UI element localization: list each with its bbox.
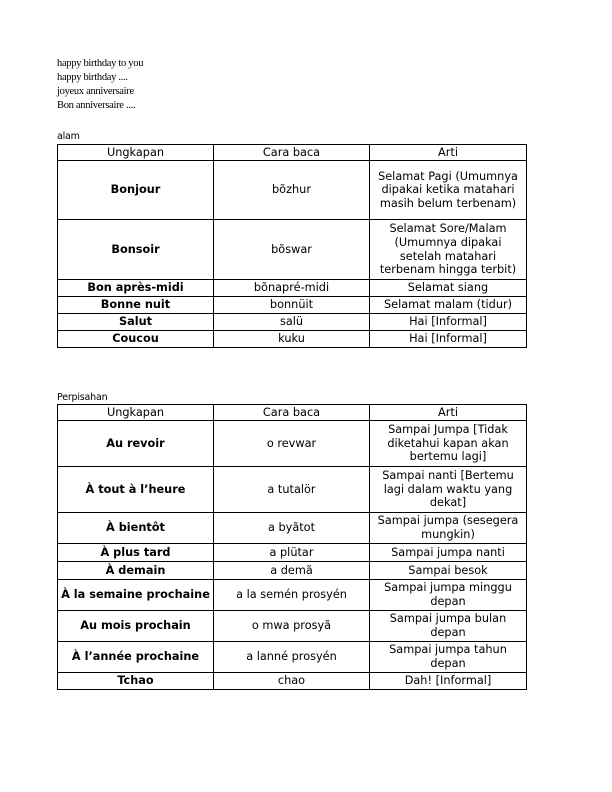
phrase-cell: À demain <box>58 562 214 580</box>
meaning-cell: Hai [Informal] <box>370 331 527 348</box>
table-row <box>58 673 527 690</box>
pronunciation-cell: a tutalör <box>214 467 370 513</box>
intro-line: happy birthday to you <box>57 58 144 69</box>
phrase-cell: Bon après-midi <box>58 280 214 297</box>
phrase-cell: Au revoir <box>58 421 214 467</box>
pronunciation-cell: a demã <box>214 562 370 580</box>
phrase-cell: À tout à l’heure <box>58 467 214 513</box>
phrase-cell: Coucou <box>58 331 214 348</box>
pronunciation-cell: bonnüit <box>214 297 370 314</box>
table-row <box>58 580 527 611</box>
phrase-cell: Salut <box>58 314 214 331</box>
pronunciation-cell: a byãtot <box>214 513 370 544</box>
table-row <box>58 280 527 297</box>
table-row <box>58 314 527 331</box>
intro-line: joyeux anniversaire <box>57 86 134 97</box>
intro-line: Bon anniversaire .... <box>57 100 136 111</box>
pronunciation-cell: a lanné prosyén <box>214 642 370 673</box>
meaning-cell: Selamat siang <box>370 280 527 297</box>
table-header-row <box>58 405 527 421</box>
meaning-cell: Sampai jumpa minggu depan <box>370 580 527 611</box>
column-header-ungkapan: Ungkapan <box>58 405 214 421</box>
meaning-cell: Selamat Pagi (Umumnya dipakai ketika matahari masih belum terbenam) <box>370 161 527 220</box>
table-row <box>58 220 527 280</box>
column-header-arti: Arti <box>370 145 527 161</box>
meaning-cell: Selamat Sore/Malam (Umumnya dipakai setelah matahari terbenam hingga terbit) <box>370 220 527 280</box>
phrase-cell: À l’année prochaine <box>58 642 214 673</box>
greeting-section-label: alam <box>57 131 80 142</box>
meaning-cell: Sampai jumpa tahun depan <box>370 642 527 673</box>
table-row <box>58 544 527 562</box>
phrase-cell: À la semaine prochaine <box>58 580 214 611</box>
table-row <box>58 297 527 314</box>
table-row <box>58 642 527 673</box>
pronunciation-cell: a la semén prosyén <box>214 580 370 611</box>
farewell-table <box>57 404 527 690</box>
intro-line: happy birthday .... <box>57 72 128 83</box>
phrase-cell: À plus tard <box>58 544 214 562</box>
intro-lines <box>57 57 143 113</box>
table-row <box>58 562 527 580</box>
column-header-cara-baca: Cara baca <box>214 405 370 421</box>
pronunciation-cell: chao <box>214 673 370 690</box>
meaning-cell: Sampai jumpa (sesegera mungkin) <box>370 513 527 544</box>
phrase-cell: Bonne nuit <box>58 297 214 314</box>
meaning-cell: Sampai jumpa nanti <box>370 544 527 562</box>
pronunciation-cell: o revwar <box>214 421 370 467</box>
pronunciation-cell: salü <box>214 314 370 331</box>
pronunciation-cell: kuku <box>214 331 370 348</box>
pronunciation-cell: bõswar <box>214 220 370 280</box>
table-row <box>58 331 527 348</box>
meaning-cell: Hai [Informal] <box>370 314 527 331</box>
phrase-cell: Au mois prochain <box>58 611 214 642</box>
column-header-arti: Arti <box>370 405 527 421</box>
meaning-cell: Sampai besok <box>370 562 527 580</box>
pronunciation-cell: bõzhur <box>214 161 370 220</box>
phrase-cell: À bientôt <box>58 513 214 544</box>
pronunciation-cell: bõnapré-midi <box>214 280 370 297</box>
column-header-ungkapan: Ungkapan <box>58 145 214 161</box>
phrase-cell: Bonjour <box>58 161 214 220</box>
meaning-cell: Dah! [Informal] <box>370 673 527 690</box>
table-row <box>58 611 527 642</box>
pronunciation-cell: a plütar <box>214 544 370 562</box>
table-row <box>58 513 527 544</box>
column-header-cara-baca: Cara baca <box>214 145 370 161</box>
meaning-cell: Selamat malam (tidur) <box>370 297 527 314</box>
pronunciation-cell: o mwa prosyã <box>214 611 370 642</box>
table-row <box>58 161 527 220</box>
table-header-row <box>58 145 527 161</box>
meaning-cell: Sampai Jumpa [Tidak diketahui kapan akan bertemu lagi] <box>370 421 527 467</box>
greeting-table <box>57 144 527 348</box>
table-row <box>58 467 527 513</box>
phrase-cell: Bonsoir <box>58 220 214 280</box>
phrase-cell: Tchao <box>58 673 214 690</box>
farewell-section-label: Perpisahan <box>57 392 108 403</box>
meaning-cell: Sampai jumpa bulan depan <box>370 611 527 642</box>
meaning-cell: Sampai nanti [Bertemu lagi dalam waktu yang dekat] <box>370 467 527 513</box>
table-row <box>58 421 527 467</box>
